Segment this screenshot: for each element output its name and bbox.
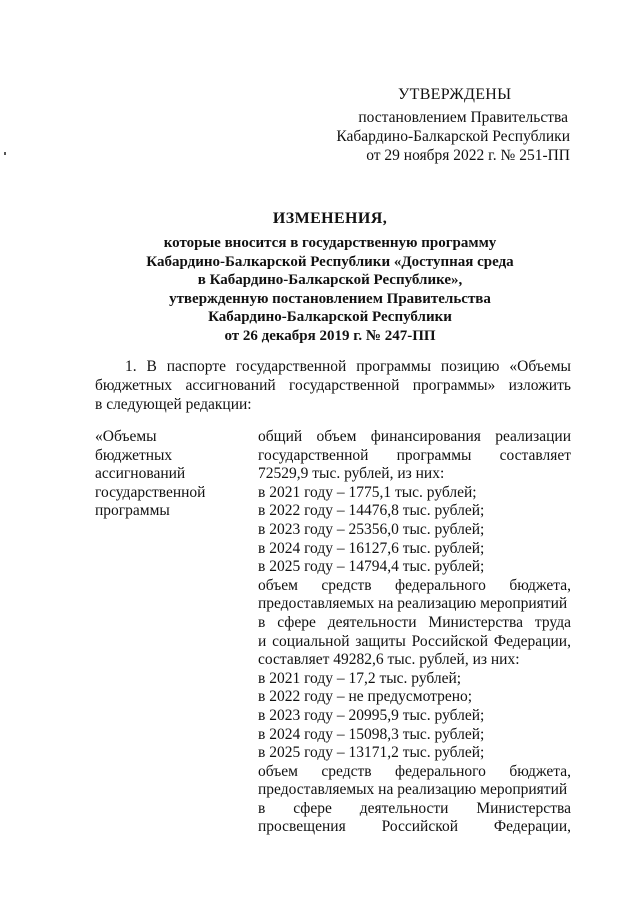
word: деятельности — [327, 613, 417, 631]
right-cell-line — [258, 633, 571, 652]
word: защиты — [355, 632, 406, 650]
word: бюджетных — [95, 377, 173, 394]
right-cell-line: в 2021 году – 17,2 тыс. рублей; — [258, 669, 462, 687]
word: просвещения — [258, 818, 346, 836]
left-cell-line: ассигнований — [95, 465, 186, 482]
word: изложить — [508, 377, 571, 394]
word: общий — [258, 428, 303, 445]
word: деятельности — [359, 799, 449, 817]
table-left-cell — [95, 428, 245, 521]
word: федерального — [395, 576, 486, 594]
right-cell-line: в 2022 году – 14476,8 тыс. рублей; — [258, 502, 485, 520]
right-cell-line: в 2024 году – 16127,6 тыс. рублей; — [258, 539, 485, 557]
subtitle-line: от 26 декабря 2019 г. № 247-ПП — [224, 327, 436, 344]
word: Министерства — [428, 613, 524, 631]
right-cell-line — [258, 447, 571, 466]
scan-mark — [4, 152, 6, 155]
right-cell-line: предоставляемых на реализацию мероприятий — [258, 781, 568, 799]
right-cell-line — [258, 614, 571, 633]
right-cell-line: в 2022 году – не предусмотрено; — [258, 688, 473, 706]
intro-paragraph — [95, 357, 571, 414]
word: социальной — [272, 632, 350, 650]
table-right-cell — [258, 428, 571, 837]
word: Министерства — [476, 799, 571, 817]
word: позицию — [440, 358, 500, 375]
word: Российской — [411, 632, 489, 650]
word: средств — [321, 762, 372, 780]
subtitle-line: утвержденную постановлением Правительства — [169, 290, 491, 307]
word: объем — [316, 428, 357, 445]
approval-line: Кабардино-Балкарской Республики — [336, 128, 570, 145]
title-block — [90, 210, 570, 345]
right-cell-line: составляет 49282,6 тыс. рублей, из них: — [258, 651, 520, 669]
right-cell-line — [258, 763, 571, 782]
word: паспорте — [166, 358, 226, 375]
right-cell-line: в 2025 году – 14794,4 тыс. рублей; — [258, 558, 485, 576]
word: Российской — [381, 818, 458, 836]
word: бюджета, — [509, 762, 571, 780]
word: в — [258, 613, 266, 631]
word: сфере — [293, 799, 332, 817]
left-cell-line: государственной — [95, 483, 206, 501]
word: программы — [356, 358, 432, 375]
approval-block — [330, 108, 570, 165]
word: финансирования — [370, 428, 481, 445]
word: сфере — [277, 613, 316, 631]
right-cell-line: в 2021 году – 1775,1 тыс. рублей; — [258, 483, 477, 501]
word: бюджета, — [509, 576, 571, 594]
paragraph-line — [95, 357, 571, 376]
word: В — [146, 358, 157, 375]
word: государственной — [288, 377, 400, 394]
word: и — [258, 632, 267, 650]
right-cell-line: в 2023 году – 25356,0 тыс. рублей; — [258, 520, 485, 538]
right-cell-line: в 2023 году – 20995,9 тыс. рублей; — [258, 706, 485, 724]
right-cell-line: 72529,9 тыс. рублей, из них: — [258, 465, 445, 483]
word: государственной — [235, 358, 347, 375]
subtitle-line: в Кабардино-Балкарской Республике», — [197, 272, 463, 288]
word: средств — [321, 576, 372, 594]
document-title: ИЗМЕНЕНИЯ, — [272, 210, 388, 227]
right-cell-line — [258, 577, 571, 596]
word: программы — [396, 446, 472, 464]
word: ассигнований — [185, 377, 276, 394]
word: реализации — [495, 428, 571, 445]
approval-heading: УТВЕРЖДЕНЫ — [398, 86, 512, 103]
paragraph-line: в следующей редакции: — [95, 396, 252, 413]
word: составляет — [499, 446, 571, 464]
word: федерального — [395, 762, 486, 780]
word: Федерации, — [493, 632, 571, 650]
left-cell-line: «Объемы — [95, 428, 157, 445]
word: 1. — [125, 358, 137, 375]
subtitle-line: которые вносится в государственную программу — [163, 235, 497, 251]
approval-line: постановлением Правительства — [358, 109, 568, 126]
right-cell-line — [258, 818, 571, 837]
right-cell-line: предоставляемых на реализацию мероприятий — [258, 595, 568, 613]
word: объем — [258, 576, 298, 594]
word: программы» — [412, 377, 496, 394]
right-cell-line — [258, 800, 571, 819]
approval-line: от 29 ноября 2022 г. № 251-ПП — [366, 147, 570, 164]
right-cell-line: в 2025 году – 13171,2 тыс. рублей; — [258, 744, 485, 762]
paragraph-line — [95, 376, 571, 395]
left-cell-line: бюджетных — [95, 446, 173, 464]
right-cell-line: в 2024 году – 15098,3 тыс. рублей; — [258, 725, 485, 743]
word: объем — [258, 762, 298, 780]
word: «Объемы — [509, 358, 571, 375]
left-cell-line: программы — [95, 502, 170, 519]
word: труда — [534, 613, 571, 631]
subtitle-line: Кабардино-Балкарской Республики «Доступная среда — [146, 253, 514, 270]
word: в — [258, 799, 266, 817]
word: государственной — [258, 446, 369, 464]
word: Федерации, — [493, 818, 571, 836]
subtitle-line: Кабардино-Балкарской Республики — [208, 309, 452, 325]
right-cell-line — [258, 428, 571, 447]
